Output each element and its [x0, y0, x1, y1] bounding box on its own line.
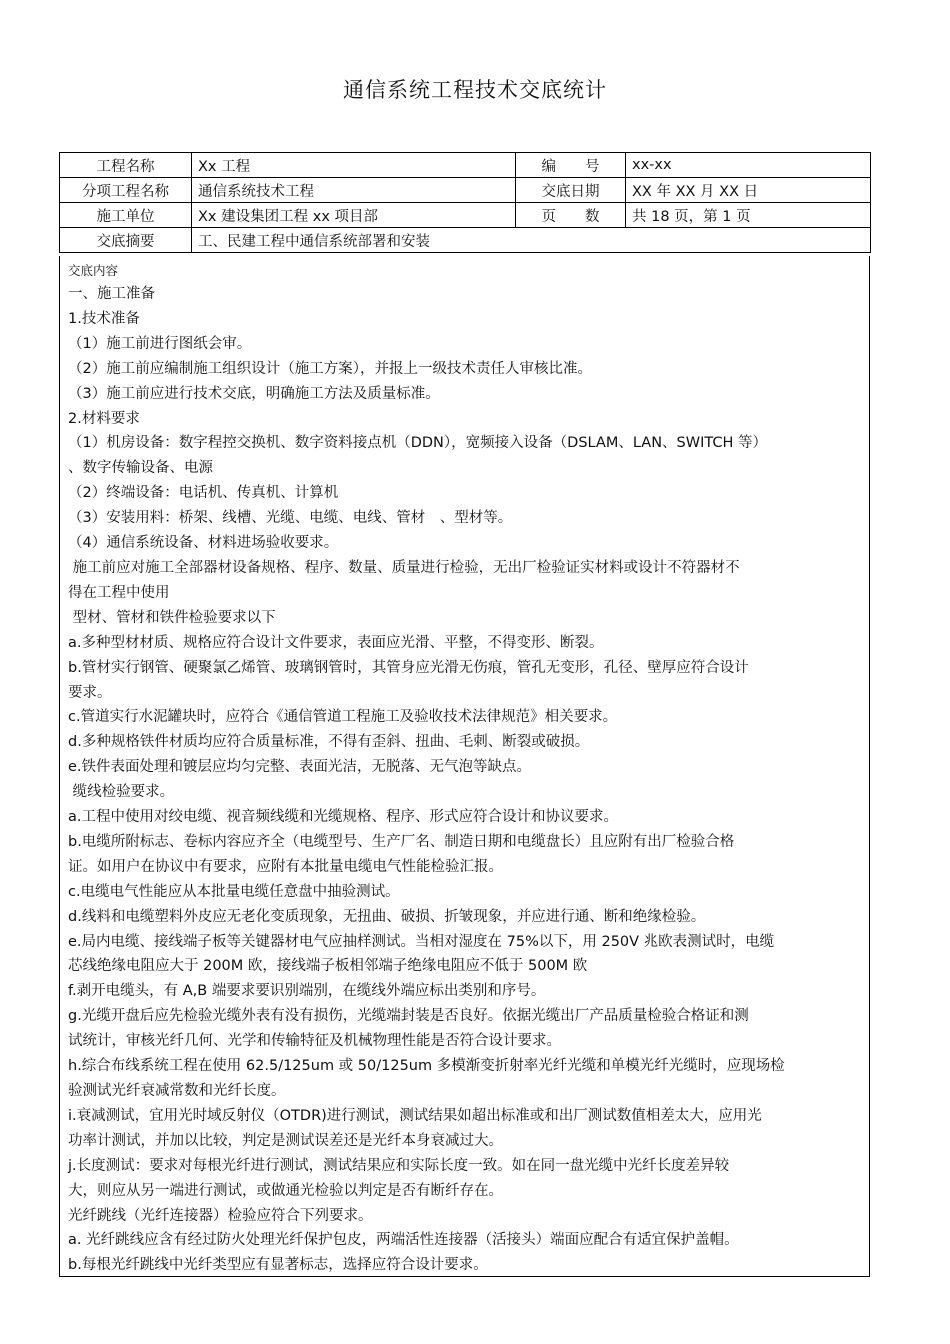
content-line: e.铁件表面处理和镀层应均匀完整、表面光洁，无脱落、无气泡等缺点。 [68, 759, 532, 776]
content-line: 要求。 [68, 684, 112, 701]
content-line: c.管道实行水泥罐块时，应符合《通信管道工程施工及验收技术法律规范》相关要求。 [68, 709, 618, 726]
content-line: 证。如用户在协议中有要求，应附有本批量电缆电气性能检验汇报。 [68, 858, 503, 875]
content-line: （1）施工前进行图纸会审。 [68, 335, 252, 352]
content-line: （4）通信系统设备、材料进场验收要求。 [68, 535, 339, 552]
page-title: 通信系统工程技术交底统计 [343, 78, 607, 102]
content-line: b.管材实行钢管、硬聚氯乙烯管、玻璃钢管时，其管身应光滑无伤痕，管孔无变形，孔径、壁厚应符合设计 [68, 659, 749, 676]
number-label: 编 号 [516, 153, 626, 178]
content-line: （1）机房设备：数字程控交换机、数字资料接点机（DDN），宽频接入设备（DSLAM、LAN、SWITCH 等） [68, 435, 767, 452]
content-line: 光纤跳线（光纤连接器）检验应符合下列要求。 [68, 1207, 373, 1224]
content-line: d.多种规格铁件材质均应符合质量标准，不得有歪斜、扭曲、毛刺、断裂或破损。 [68, 734, 590, 751]
project-name-value: Xx 工程 [192, 153, 516, 178]
content-line: h.综合布线系统工程在使用 62.5/125um 或 50/125um 多模渐变折射率光纤光缆和单模光纤光缆时，应现场检 [68, 1058, 785, 1075]
header-row-unit [60, 203, 871, 228]
content-label: 交底内容 [68, 263, 119, 278]
date-label: 交底日期 [516, 178, 626, 203]
content-line: 施工前应对施工全部器材设备规格、程序、数量、质量进行检验，无出厂检验证实材料或设计不符器材不 [68, 559, 740, 576]
content-line: 、数字传输设备、电源 [68, 460, 213, 477]
content-line: 功率计测试，并加以比较，判定是测试误差还是光纤本身衰减过大。 [68, 1132, 503, 1149]
content-box [59, 256, 870, 1277]
content-line: 1.技术准备 [68, 310, 140, 327]
content-line: c.电缆电气性能应从本批量电缆任意盘中抽验测试。 [68, 883, 400, 900]
content-line: （3）安装用料：桥架、线槽、光缆、电缆、电线、管材 、型材等。 [68, 510, 513, 527]
content-line: （3）施工前应进行技术交底，明确施工方法及质量标准。 [68, 385, 440, 402]
content-lines [68, 282, 861, 1277]
header-row-subproject [60, 178, 871, 203]
content-line: 试统计，审核光纤几何、光学和传输特征及机械物理性能是否符合设计要求。 [68, 1033, 561, 1050]
content-line: 验测试光纤衰减常数和光纤长度。 [68, 1083, 286, 1099]
content-line: 大，则应从另一端进行测试，或做通光检验以判定是否有断纤存在。 [68, 1182, 503, 1199]
content-line: j.长度测试：要求对每根光纤进行测试，测试结果应和实际长度一致。如在同一盘光缆中光纤长度差异较 [68, 1157, 730, 1174]
content-line: a. 光纤跳线应含有经过防火处理光纤保护包皮，两端活性连接器（活接头）端面应配合有适宜保护盖帽。 [68, 1232, 739, 1249]
content-line: 得在工程中使用 [68, 584, 170, 601]
content-line: （2）施工前应编制施工组织设计（施工方案），并报上一级技术责任人审核比准。 [68, 360, 592, 377]
sub-project-value: 通信系统技术工程 [192, 178, 516, 203]
pages-label: 页 数 [516, 203, 626, 228]
pages-value: 共 18 页，第 1 页 [626, 203, 871, 228]
content-line: 一、施工准备 [68, 286, 155, 302]
content-line: a.工程中使用对绞电缆、视音频线缆和光缆规格、程序、形式应符合设计和协议要求。 [68, 809, 618, 826]
header-row-project [60, 153, 871, 178]
number-value: xx-xx [626, 153, 871, 178]
content-line: d.线料和电缆塑料外皮应无老化变质现象，无扭曲、破损、折皱现象，并应进行通、断和绝缘检验。 [68, 908, 706, 925]
content-line: e.局内电缆、接线端子板等关键器材电气应抽样测试。当相对湿度在 75%以下，用 250V 兆欧表测试时，电缆 [68, 933, 775, 950]
summary-value: 工、民建工程中通信系统部署和安装 [192, 228, 871, 253]
content-line: （2）终端设备：电话机、传真机、计算机 [68, 485, 339, 502]
content-line: 2.材料要求 [68, 410, 140, 427]
sub-project-label: 分项工程名称 [60, 178, 192, 203]
content-line: 缆线检验要求。 [68, 784, 175, 801]
content-line: b.每根光纤跳线中光纤类型应有显著标志，选择应符合设计要求。 [68, 1257, 488, 1274]
header-table [59, 152, 871, 253]
content-line: f.剥开电缆头，有 A,B 端要求要识别端别，在缆线外端应标出类别和序号。 [68, 983, 546, 1000]
content-line: b.电缆所附标志、卷标内容应齐全（电缆型号、生产厂名、制造日期和电缆盘长）且应附有出厂检验合格 [68, 833, 735, 850]
date-value: XX 年 XX 月 XX 日 [626, 178, 871, 203]
summary-label: 交底摘要 [60, 228, 192, 253]
content-line: i.衰减测试，宜用光时域反射仪（OTDR)进行测试，测试结果如超出标准或和出厂测试数值相差太大，应用光 [68, 1107, 762, 1124]
content-line: g.光缆开盘后应先检验光缆外表有没有损伤，光缆端封装是否良好。依据光缆出厂产品质量检验合格证和测 [68, 1008, 749, 1025]
content-line: 芯线绝缘电阻应大于 200M 欧，接线端子板相邻端子绝缘电阻应不低于 500M 欧 [68, 958, 588, 975]
content-line: a.多种型材材质、规格应符合设计文件要求，表面应光滑、平整，不得变形、断裂。 [68, 634, 604, 651]
unit-value: Xx 建设集团工程 xx 项目部 [192, 203, 516, 228]
content-line: 型材、管材和铁件检验要求以下 [68, 609, 276, 626]
project-name-label: 工程名称 [60, 153, 192, 178]
header-row-summary [60, 228, 871, 253]
unit-label: 施工单位 [60, 203, 192, 228]
